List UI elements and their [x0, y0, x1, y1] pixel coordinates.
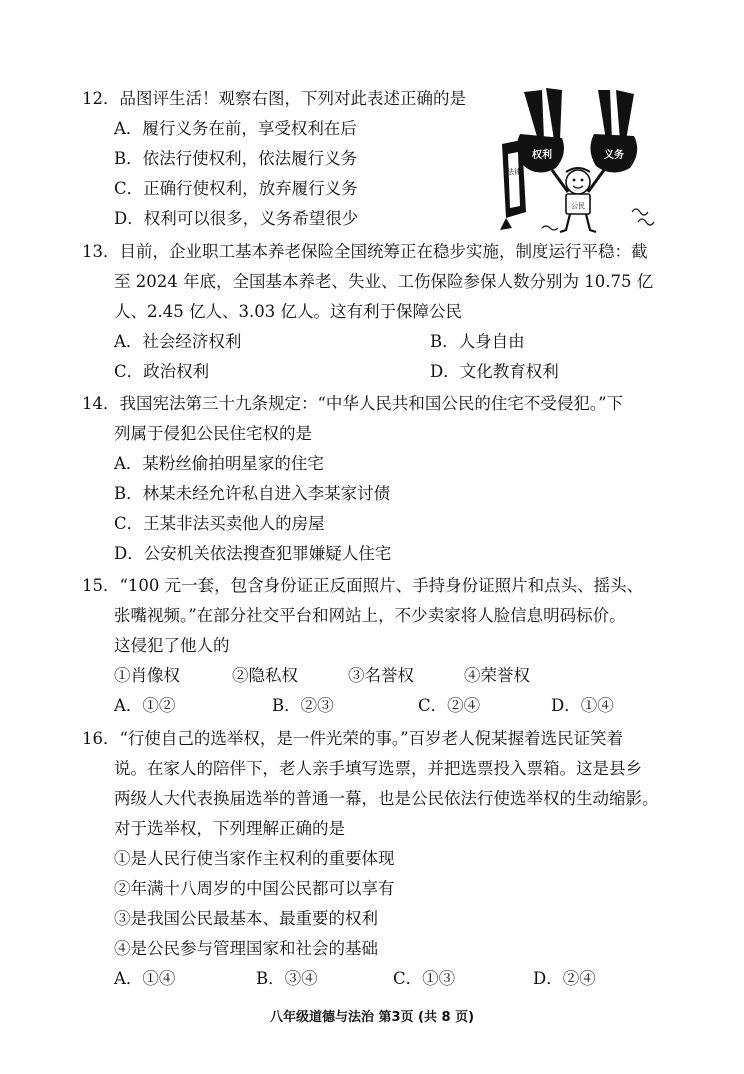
- q14-option-a: A．某粉丝偷拍明星家的住宅: [114, 454, 324, 473]
- q15-option-d: D．①④: [551, 696, 614, 715]
- q16-option-d: D．②④: [533, 969, 596, 988]
- q15-item-4: ④荣誉权: [464, 666, 530, 685]
- q13-stem-line-2: 至 2024 年底，全国基本养老、失业、工伤保险参保人数分别为 10.75 亿: [114, 272, 654, 291]
- q13-option-d: D．文化教育权利: [430, 362, 559, 381]
- q16-stem-line-2: 说。在家人的陪伴下，老人亲手填写选票，并把选票投入票箱。这是县乡: [114, 759, 642, 778]
- q12-option-b: B．依法行使权利，依法履行义务: [114, 149, 358, 168]
- q12-option-a: A．履行义务在前，享受权利在后: [114, 119, 357, 138]
- shirt-label: 公民: [571, 202, 585, 210]
- q12-stem: 12．品图评生活！观察右图，下列对此表述正确的是: [82, 89, 466, 108]
- q14-stem-line-1: 14．我国宪法第三十九条规定：“中华人民共和国公民的住宅不受侵犯。”下: [82, 394, 624, 413]
- q15-item-3: ③名誉权: [348, 666, 414, 685]
- q14-option-c: C．王某非法买卖他人的房屋: [114, 514, 325, 533]
- page-footer: 八年级道德与法治 第3页 (共 8 页): [269, 1010, 475, 1025]
- q13-stem-line-3: 人、2.45 亿人、3.03 亿人。这有利于保障公民: [114, 302, 462, 321]
- q15-item-1: ①肖像权: [114, 666, 180, 685]
- q12-option-c: C．正确行使权利，放弃履行义务: [114, 179, 358, 198]
- q16-stem-line-4: 对于选举权，下列理解正确的是: [114, 819, 345, 838]
- right-hand-label: 义务: [604, 150, 624, 161]
- q15-stem-line-1: 15．“100 元一套，包含身份证正反面照片、手持身份证照片和点头、摇头、: [82, 576, 644, 595]
- q16-option-b: B．③④: [256, 969, 318, 988]
- q16-stem-line-3: 两级人大代表换届选举的普通一幕，也是公民依法行使选举权的生动缩影。: [114, 789, 659, 808]
- q12-cartoon-image: [482, 88, 666, 236]
- q15-option-a: A．①②: [114, 696, 176, 715]
- q16-statement-1: ①是人民行使当家作主权利的重要体现: [114, 849, 395, 868]
- q16-stem-line-1: 16．“行使自己的选举权，是一件光荣的事。”百岁老人倪某握着选民证笑着: [82, 729, 624, 748]
- q13-stem-line-1: 13．目前，企业职工基本养老保险全国统筹正在稳步实施，制度运行平稳：截: [82, 242, 648, 261]
- left-hand-label: 权利: [532, 150, 552, 161]
- q13-option-c: C．政治权利: [114, 362, 210, 381]
- law-scroll-icon: [500, 140, 526, 230]
- q15-option-c: C．②④: [418, 696, 481, 715]
- q14-option-d: D．公安机关依法搜查犯罪嫌疑人住宅: [114, 544, 392, 563]
- q13-option-b: B．人身自由: [430, 332, 525, 351]
- left-hand-icon: [517, 88, 564, 173]
- q15-item-2: ②隐私权: [232, 666, 298, 685]
- q16-option-c: C．①③: [393, 969, 456, 988]
- q14-stem-line-2: 列属于侵犯公民住宅权的是: [114, 424, 312, 443]
- q16-statement-3: ③是我国公民最基本、最重要的权利: [114, 909, 378, 928]
- q15-stem-line-3: 这侵犯了他人的: [114, 636, 230, 655]
- q13-option-a: A．社会经济权利: [114, 332, 242, 351]
- q14-option-b: B．林某未经允许私自进入李某家讨债: [114, 484, 391, 503]
- q16-statement-4: ④是公民参与管理国家和社会的基础: [114, 939, 378, 958]
- q12-option-d: D．权利可以很多，义务希望很少: [114, 209, 359, 228]
- right-hand-icon: [590, 90, 637, 173]
- scroll-label: 法律: [507, 168, 521, 176]
- q15-option-b: B．②③: [272, 696, 334, 715]
- citizen-figure-icon: [560, 168, 596, 232]
- q16-option-a: A．①④: [114, 969, 176, 988]
- q15-stem-line-2: 张嘴视频。”在部分社交平台和网站上，不少卖家将人脸信息明码标价。: [114, 606, 626, 625]
- q16-statement-2: ②年满十八周岁的中国公民都可以享有: [114, 879, 395, 898]
